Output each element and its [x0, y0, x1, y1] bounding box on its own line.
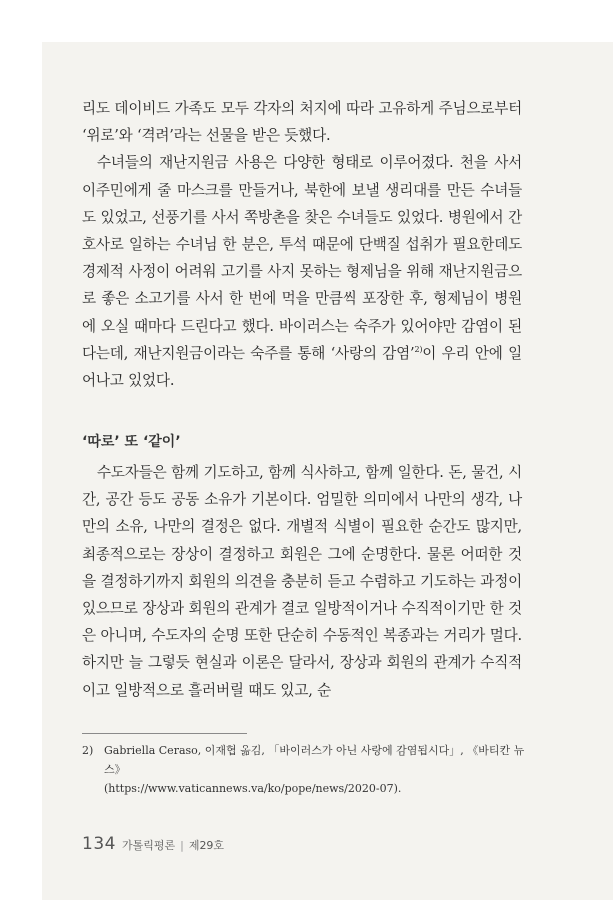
journal-title: 가톨릭평론 — [121, 839, 176, 852]
paragraph-text: 이 우리 안에 일어나고 있었다. — [82, 344, 522, 390]
paragraph: 리도 데이비드 가족도 모두 각자의 처지에 따라 고유하게 주님으로부터 ‘위로’와 ‘격려’라는 선물을 받은 듯했다. — [82, 100, 522, 145]
footnote — [82, 741, 527, 798]
footer-separator: | — [180, 839, 184, 852]
footnote-entry — [82, 741, 527, 779]
page-number: 134 — [82, 834, 116, 854]
body-text-bottom — [82, 459, 522, 704]
page-footer — [82, 834, 224, 854]
paragraph: 수도자들은 함께 기도하고, 함께 식사하고, 함께 일한다. 돈, 물건, 시간, 공간 등도 공동 소유가 기본이다. 엄밀한 의미에서 나만의 생각, 나만의 소유, 나만의 결정은 없다. 개별적 식별이 필요한 순간도 많지만, 최종적으로는 장상이 결정하고 회원은 그에 순명한다. 물론 어떠한 것을 결정하기까지 회원의 의견을 충분히 듣고 수렴하고 기도하는 과정이 있으므로 장상과 회원의 관계가 결코 일방적이거나 수직적이기만 한 것은 아니며, 수도자의 순명 또한 단순히 수동적인 복종과는 거리가 멀다. 하지만 늘 그렇듯 현실과 이론은 달라서, 장상과 회원의 관계가 수직적이고 일방적으로 흘러버릴 때도 있고, 순 — [82, 464, 522, 699]
paragraph — [82, 149, 522, 394]
footnote-divider — [82, 733, 247, 734]
footnote-reference[interactable]: 2) — [414, 344, 423, 354]
footnote-url[interactable]: (https://www.vaticannews.va/ko/pope/news/2020-07). — [104, 782, 402, 795]
footnote-text: Gabriella Ceraso, 이재협 옮김, 「바이러스가 아닌 사랑에 감염됩시다」, 《바티칸 뉴스》 — [104, 744, 525, 776]
footnote-number: 2) — [82, 744, 94, 757]
issue-number: 제29호 — [188, 839, 225, 852]
body-text-top — [82, 95, 522, 394]
section-heading: ‘따로’ 또 ‘같이’ — [82, 434, 181, 450]
paragraph-text: 수녀들의 재난지원금 사용은 다양한 형태로 이루어졌다. 천을 사서 이주민에게 줄 마스크를 만들거나, 북한에 보낼 생리대를 만든 수녀들도 있었고, 선풍기를 사서 쪽방촌을 찾은 수녀들도 있었다. 병원에서 간호사로 일하는 수녀님 한 분은, 투석 때문에 단백질 섭취가 필요한데도 경제적 사정이 어려워 고기를 사지 못하는 형제님을 위해 재난지원금으로 좋은 소고기를 사서 한 번에 먹을 만큼씩 포장한 후, 형제님이 병원에 오실 때마다 드린다고 했다. 바이러스는 숙주가 있어야만 감염이 된다는데, 재난지원금이라는 숙주를 통해 ‘사랑의 감염’ — [82, 154, 522, 362]
